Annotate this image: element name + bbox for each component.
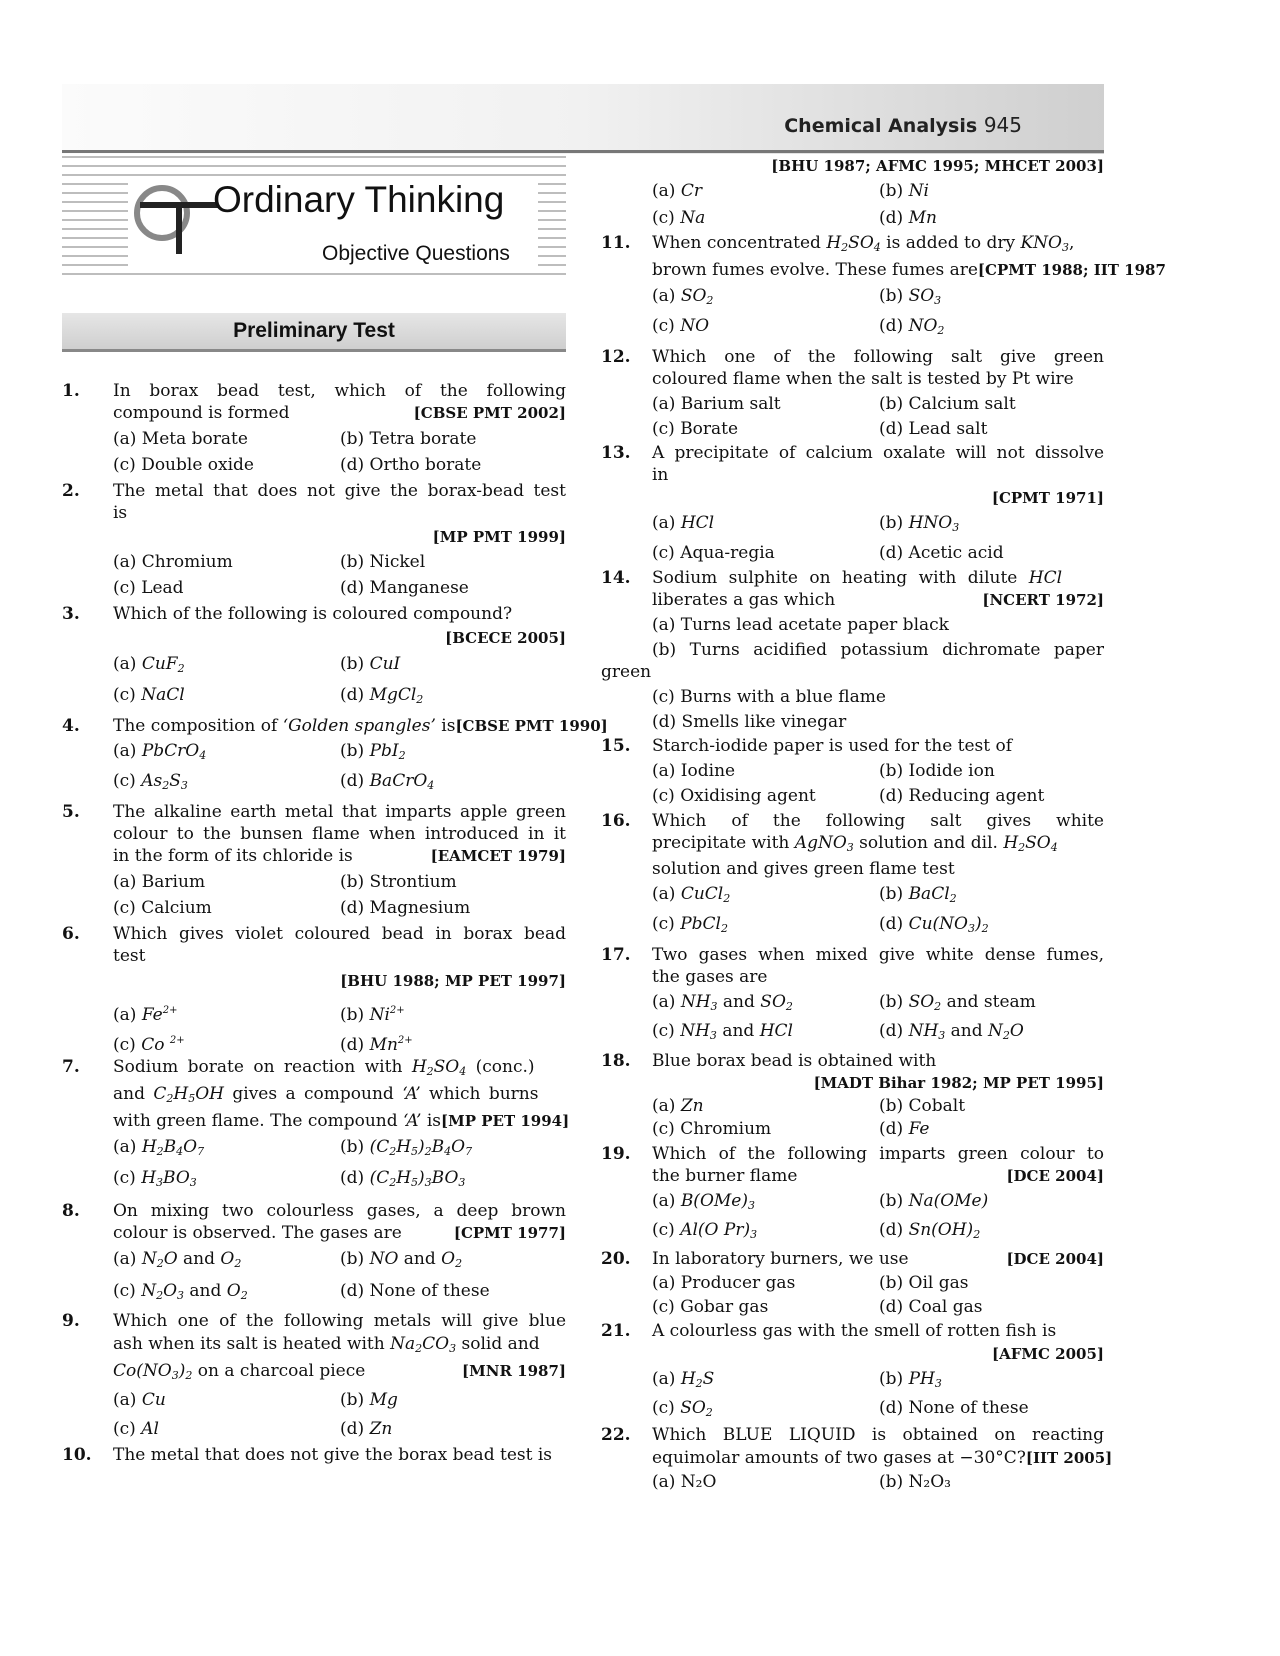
option: (a) HCl bbox=[652, 513, 715, 533]
exam-reference: [MNR 1987] bbox=[462, 1362, 566, 1380]
question-text: Sodium borate on reaction with $H_2SO_4$ (conc.) bbox=[113, 1057, 535, 1078]
exam-reference: [MADT Bihar 1982; MP PET 1995] bbox=[813, 1074, 1104, 1092]
option: (c) Gobar gas bbox=[652, 1297, 769, 1317]
option: (a) Iodine bbox=[652, 761, 736, 781]
option: (d) Smells like vinegar bbox=[652, 712, 847, 732]
exam-reference: [BCECE 2005] bbox=[445, 629, 566, 647]
question-text: coloured flame when the salt is tested by Pt wire bbox=[652, 369, 1074, 389]
option: (c) PbCl$_2$ bbox=[652, 914, 728, 935]
option: (c) NaCl bbox=[113, 685, 185, 705]
header-rule bbox=[62, 150, 1104, 153]
logo-title: Ordinary Thinking bbox=[213, 179, 505, 220]
option: (d) $NH_3$ and $N_2O$ bbox=[879, 1021, 1024, 1042]
question-text: A precipitate of calcium oxalate will not dissolve bbox=[652, 443, 1104, 463]
question-text: colour is observed. The gases are bbox=[113, 1223, 402, 1243]
option: (d) $Cu(NO_3)_2$ bbox=[879, 914, 989, 935]
exam-reference: [EAMCET 1979] bbox=[430, 847, 566, 865]
question-number: 9. bbox=[62, 1311, 80, 1331]
question-number: 7. bbox=[62, 1057, 80, 1077]
option: (c) $As_2S_3$ bbox=[113, 771, 188, 792]
question-number: 18. bbox=[601, 1051, 631, 1071]
option: (a) Producer gas bbox=[652, 1273, 796, 1293]
option: (b) Cobalt bbox=[879, 1096, 966, 1116]
question-text: the burner flame bbox=[652, 1166, 798, 1186]
option: (d) Manganese bbox=[340, 578, 469, 598]
option: (b) Mg bbox=[340, 1390, 398, 1410]
option: (c) Double oxide bbox=[113, 455, 254, 475]
option: (a) Turns lead acetate paper black bbox=[652, 615, 949, 635]
option: (b) Ni bbox=[879, 181, 929, 201]
exam-reference: [MP PET 1994] bbox=[441, 1112, 570, 1130]
question-text: When concentrated $H_2SO_4$ is added to dry $KNO_3$, bbox=[652, 233, 1075, 254]
question-text: brown fumes evolve. These fumes are[CPMT 1988; IIT 1987 bbox=[652, 260, 1166, 280]
option: (c) Lead bbox=[113, 578, 184, 598]
question-number: 20. bbox=[601, 1249, 631, 1269]
question-text: Blue borax bead is obtained with bbox=[652, 1051, 937, 1071]
exam-reference: [IIT 2005] bbox=[1025, 1449, 1113, 1467]
question-text: Starch-iodide paper is used for the test of bbox=[652, 736, 1013, 756]
question-number: 22. bbox=[601, 1425, 631, 1445]
option: (d) $NO_2$ bbox=[879, 316, 945, 337]
question-text: Which one of the following salt give green bbox=[652, 347, 1104, 367]
option: (d) Lead salt bbox=[879, 419, 988, 439]
question-number: 6. bbox=[62, 924, 80, 944]
exam-reference: [DCE 2004] bbox=[1006, 1167, 1104, 1185]
question-text: ash when its salt is heated with $Na_2CO_3$ solid and bbox=[113, 1334, 540, 1355]
option: (d) Acetic acid bbox=[879, 543, 1004, 563]
option: (d) None of these bbox=[879, 1398, 1029, 1418]
option: (a) $NH_3$ and $SO_2$ bbox=[652, 992, 793, 1013]
option: (a) Barium salt bbox=[652, 394, 781, 414]
option: (d) BaCrO$_4$ bbox=[340, 771, 435, 792]
option: (b) $HNO_3$ bbox=[879, 513, 960, 534]
question-number: 3. bbox=[62, 604, 80, 624]
exam-reference: [BHU 1988; MP PET 1997] bbox=[340, 972, 566, 990]
question-number: 19. bbox=[601, 1144, 631, 1164]
question-number: 1. bbox=[62, 381, 80, 401]
question-text: in the form of its chloride is bbox=[113, 846, 353, 866]
test-title: Preliminary Test bbox=[62, 313, 566, 352]
option: (b) N₂O₃ bbox=[879, 1472, 951, 1492]
question-text: solution and gives green flame test bbox=[652, 859, 955, 879]
option: (a) Chromium bbox=[113, 552, 233, 572]
question-text: A colourless gas with the smell of rotten fish is bbox=[652, 1321, 1057, 1341]
option: (a) $N_2O$ and $O_2$ bbox=[113, 1249, 242, 1270]
option: (c) $NH_3$ and HCl bbox=[652, 1021, 793, 1042]
option: (b) $PH_3$ bbox=[879, 1369, 942, 1390]
option: (b) Na(OMe) bbox=[879, 1191, 989, 1211]
option: (a) $B(OMe)_3$ bbox=[652, 1191, 755, 1212]
question-number: 5. bbox=[62, 802, 80, 822]
question-text: On mixing two colourless gases, a deep brown bbox=[113, 1201, 566, 1221]
question-number: 10. bbox=[62, 1445, 92, 1465]
question-text: Which of the following salt gives white bbox=[652, 811, 1104, 831]
question-text: Sodium sulphite on heating with dilute HCl bbox=[652, 568, 1063, 588]
option: (c) Al bbox=[113, 1419, 159, 1439]
question-text: test bbox=[113, 946, 146, 966]
question-text: Which of the following imparts green colour to bbox=[652, 1144, 1104, 1164]
option: (b) PbI$_2$ bbox=[340, 741, 406, 762]
option: (d) Coal gas bbox=[879, 1297, 983, 1317]
option: (d) Zn bbox=[340, 1419, 393, 1439]
option: (a) $H_2S$ bbox=[652, 1369, 715, 1390]
option: (c) NO bbox=[652, 316, 710, 336]
option: (d) Magnesium bbox=[340, 898, 471, 918]
option: (a) PbCrO$_4$ bbox=[113, 741, 207, 762]
page-number: 945 bbox=[983, 113, 1022, 137]
option: (a) Zn bbox=[652, 1096, 704, 1116]
option: (b) BaCl$_2$ bbox=[879, 884, 957, 905]
option: (c) Calcium bbox=[113, 898, 212, 918]
option: (c) Co $^{2+}$ bbox=[113, 1035, 185, 1055]
option: (c) Al(O $Pr)_3$ bbox=[652, 1220, 758, 1241]
option: (a) $SO_2$ bbox=[652, 286, 714, 307]
question-text: in bbox=[652, 465, 669, 485]
question-text: In borax bead test, which of the following bbox=[113, 381, 566, 401]
exam-reference: [NCERT 1972] bbox=[982, 591, 1104, 609]
exam-reference: [CBSE PMT 1990] bbox=[455, 717, 608, 735]
option: (d) Reducing agent bbox=[879, 786, 1045, 806]
exam-reference: [CPMT 1988; IIT 1987 bbox=[977, 261, 1166, 279]
option: (d) $Sn(OH)_2$ bbox=[879, 1220, 981, 1241]
option: (a) N₂O bbox=[652, 1472, 717, 1492]
option: (b) CuI bbox=[340, 654, 401, 674]
question-text: colour to the bunsen flame when introduced in it bbox=[113, 824, 566, 844]
logo-subtitle: Objective Questions bbox=[322, 242, 510, 265]
option: (b) Tetra borate bbox=[340, 429, 477, 449]
exam-reference: [AFMC 2005] bbox=[992, 1345, 1104, 1363]
option: (a) Cu bbox=[113, 1390, 166, 1410]
question-text: with green flame. The compound ‘A’ is[MP PET 1994] bbox=[113, 1111, 570, 1131]
question-number: 4. bbox=[62, 716, 80, 736]
exam-reference: [MP PMT 1999] bbox=[432, 528, 566, 546]
exam-reference: [CBSE PMT 2002] bbox=[413, 404, 566, 422]
question-number: 2. bbox=[62, 481, 80, 501]
option: (b) $(C_2H_5)_2B_4O_7$ bbox=[340, 1137, 473, 1158]
option: (d) Ortho borate bbox=[340, 455, 482, 475]
question-text: In laboratory burners, we use bbox=[652, 1249, 909, 1269]
question-text: compound is formed bbox=[113, 403, 290, 423]
option: (d) $(C_2H_5)_3BO_3$ bbox=[340, 1168, 466, 1189]
question-text: liberates a gas which bbox=[652, 590, 836, 610]
option: (c) $N_2O_3$ and $O_2$ bbox=[113, 1281, 248, 1302]
question-text: $Co(NO_3)_2$ on a charcoal piece bbox=[113, 1361, 366, 1382]
option: (d) MgCl$_2$ bbox=[340, 685, 424, 706]
exam-reference: [DCE 2004] bbox=[1006, 1250, 1104, 1268]
logo-t-stem bbox=[176, 202, 182, 254]
question-number: 15. bbox=[601, 736, 631, 756]
question-number: 17. bbox=[601, 945, 631, 965]
option: (a) Meta borate bbox=[113, 429, 248, 449]
question-text: Which BLUE LIQUID is obtained on reacting bbox=[652, 1425, 1104, 1445]
question-number: 21. bbox=[601, 1321, 631, 1341]
option: (b) Nickel bbox=[340, 552, 426, 572]
option: (c) Aqua-regia bbox=[652, 543, 775, 563]
question-text: Two gases when mixed give white dense fumes, bbox=[652, 945, 1104, 965]
option: (c) Chromium bbox=[652, 1119, 772, 1139]
option: (c) Na bbox=[652, 208, 706, 228]
option: (b) Iodide ion bbox=[879, 761, 995, 781]
question-number: 8. bbox=[62, 1201, 80, 1221]
option: (a) Cr bbox=[652, 181, 702, 201]
question-text: the gases are bbox=[652, 967, 768, 987]
running-header bbox=[0, 113, 1280, 137]
option: (d) Mn bbox=[879, 208, 937, 228]
option: (c) Burns with a blue flame bbox=[652, 687, 886, 707]
option: (d) None of these bbox=[340, 1281, 490, 1301]
question-text: Which of the following is coloured compound? bbox=[113, 604, 513, 624]
option: (b) NO and $O_2$ bbox=[340, 1249, 463, 1270]
option: (c) Oxidising agent bbox=[652, 786, 816, 806]
question-number: 13. bbox=[601, 443, 631, 463]
question-text: equimolar amounts of two gases at −30°C?[IIT 2005] bbox=[652, 1448, 1113, 1468]
question-number: 12. bbox=[601, 347, 631, 367]
option: (a) $H_2B_4O_7$ bbox=[113, 1137, 205, 1158]
option: (b) Turns acidified potassium dichromate paper bbox=[652, 640, 1104, 660]
question-text: The alkaline earth metal that imparts apple green bbox=[113, 802, 566, 822]
option: (d) $Mn^{2+}$ bbox=[340, 1035, 413, 1055]
option: (a) Barium bbox=[113, 872, 206, 892]
option: (c) $SO_2$ bbox=[652, 1398, 713, 1419]
question-text: and $C_2H_5OH$ gives a compound ‘A’ which burns bbox=[113, 1084, 539, 1105]
question-text: The composition of ‘Golden spangles’ is[CBSE PMT 1990] bbox=[113, 716, 608, 736]
option: (c) Borate bbox=[652, 419, 739, 439]
exam-reference: [CPMT 1977] bbox=[453, 1224, 566, 1242]
question-text: The metal that does not give the borax bead test is bbox=[113, 1445, 552, 1465]
option: (a) CuCl$_2$ bbox=[652, 884, 731, 905]
section-title: Chemical Analysis bbox=[784, 115, 978, 137]
exam-reference: [CPMT 1971] bbox=[991, 489, 1104, 507]
question-number: 11. bbox=[601, 233, 631, 253]
question-text: The metal that does not give the borax-bead test bbox=[113, 481, 566, 501]
option: (c) $H_3BO_3$ bbox=[113, 1168, 197, 1189]
option: (a) $Fe^{2+}$ bbox=[113, 1005, 178, 1025]
option: (b) $SO_3$ bbox=[879, 286, 942, 307]
question-number: 16. bbox=[601, 811, 631, 831]
question-text: is bbox=[113, 503, 128, 523]
question-number: 14. bbox=[601, 568, 631, 588]
option: (d) Fe bbox=[879, 1119, 930, 1139]
option: (a) CuF$_2$ bbox=[113, 654, 185, 675]
question-text: precipitate with AgNO$_3$ solution and dil. $H_2SO_4$ bbox=[652, 833, 1058, 854]
question-text: Which gives violet coloured bead in borax bead bbox=[113, 924, 566, 944]
option: (b) $Ni^{2+}$ bbox=[340, 1005, 405, 1025]
option: green bbox=[601, 662, 652, 682]
option: (b) Strontium bbox=[340, 872, 457, 892]
option: (b) Calcium salt bbox=[879, 394, 1016, 414]
option: (b) Oil gas bbox=[879, 1273, 969, 1293]
exam-reference: [BHU 1987; AFMC 1995; MHCET 2003] bbox=[771, 157, 1104, 175]
question-text: Which one of the following metals will give blue bbox=[113, 1311, 566, 1331]
option: (b) $SO_2$ and steam bbox=[879, 992, 1036, 1013]
